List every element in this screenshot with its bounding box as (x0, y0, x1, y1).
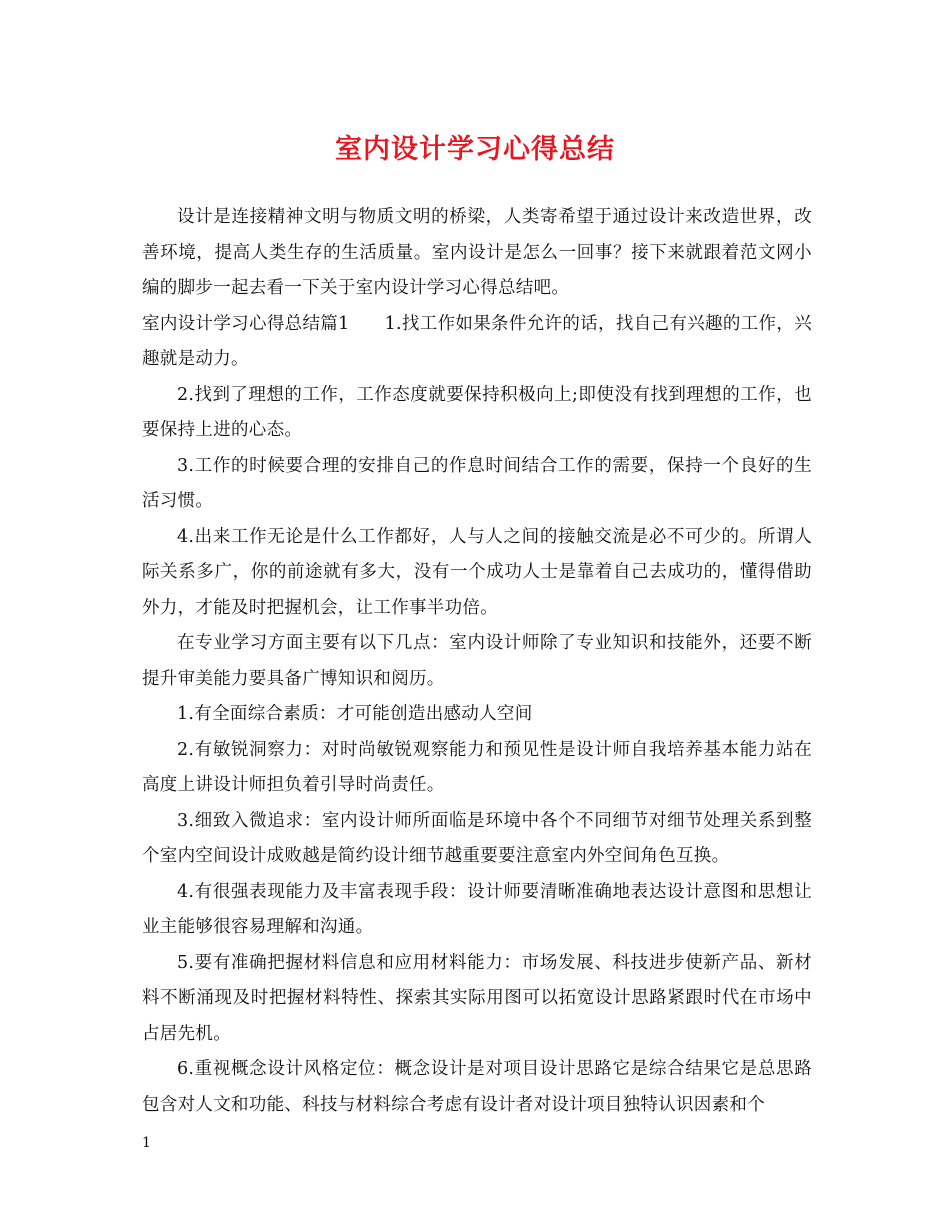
document-body (142, 200, 812, 1123)
paragraph-9: 4.有很强表现能力及丰富表现手段：设计师要清晰准确地表达设计意图和思想让业主能够很容易理解和沟通。 (142, 881, 812, 937)
paragraph-5: 在专业学习方面主要有以下几点：室内设计师除了专业知识和技能外，还要不断提升审美能力要具备广博知识和阅历。 (142, 633, 812, 689)
paragraph-3: 3.工作的时候要合理的安排自己的作息时间结合工作的需要，保持一个良好的生活习惯。 (142, 455, 812, 511)
section-heading: 室内设计学习心得总结篇1 (142, 313, 350, 334)
paragraph-7: 2.有敏锐洞察力：对时尚敏锐观察能力和预见性是设计师自我培养基本能力站在高度上讲设计师担负着引导时尚责任。 (142, 739, 812, 795)
intro-paragraph: 设计是连接精神文明与物质文明的桥梁，人类寄希望于通过设计来改造世界，改善环境，提高人类生存的生活质量。室内设计是怎么一回事？接下来就跟着范文网小编的脚步一起去看一下关于室内设计学习心得总结吧。 (142, 207, 812, 298)
page-title: 室内设计学习心得总结 (335, 134, 615, 165)
paragraph-8: 3.细致入微追求：室内设计师所面临是环境中各个不同细节对细节处理关系到整个室内空间设计成败越是简约设计细节越重要要注意室内外空间角色互换。 (142, 810, 812, 866)
paragraph-1: 1.找工作如果条件允许的话，找自己有兴趣的工作，兴趣就是动力。 (142, 313, 812, 369)
page-number: 1 (142, 1135, 151, 1151)
paragraph-2: 2.找到了理想的工作，工作态度就要保持积极向上;即使没有找到理想的工作，也要保持上进的心态。 (142, 384, 812, 440)
paragraph-10: 5.要有准确把握材料信息和应用材料能力：市场发展、科技进步使新产品、新材料不断涌现及时把握材料特性、探索其实际用图可以拓宽设计思路紧跟时代在市场中占居先机。 (142, 952, 812, 1044)
section-paragraph (142, 307, 812, 378)
paragraph-11: 6.重视概念设计风格定位：概念设计是对项目设计思路它是综合结果它是总思路包含对人文和功能、科技与材料综合考虑有设计者对设计项目独特认识因素和个 (142, 1059, 812, 1115)
paragraph-6: 1.有全面综合素质：才可能创造出感动人空间 (177, 704, 533, 724)
paragraph-4: 4.出来工作无论是什么工作都好，人与人之间的接触交流是必不可少的。所谓人际关系多广，你的前途就有多大，没有一个成功人士是靠着自己去成功的，懂得借助外力，才能及时把握机会，让工作事半功倍。 (142, 526, 812, 618)
